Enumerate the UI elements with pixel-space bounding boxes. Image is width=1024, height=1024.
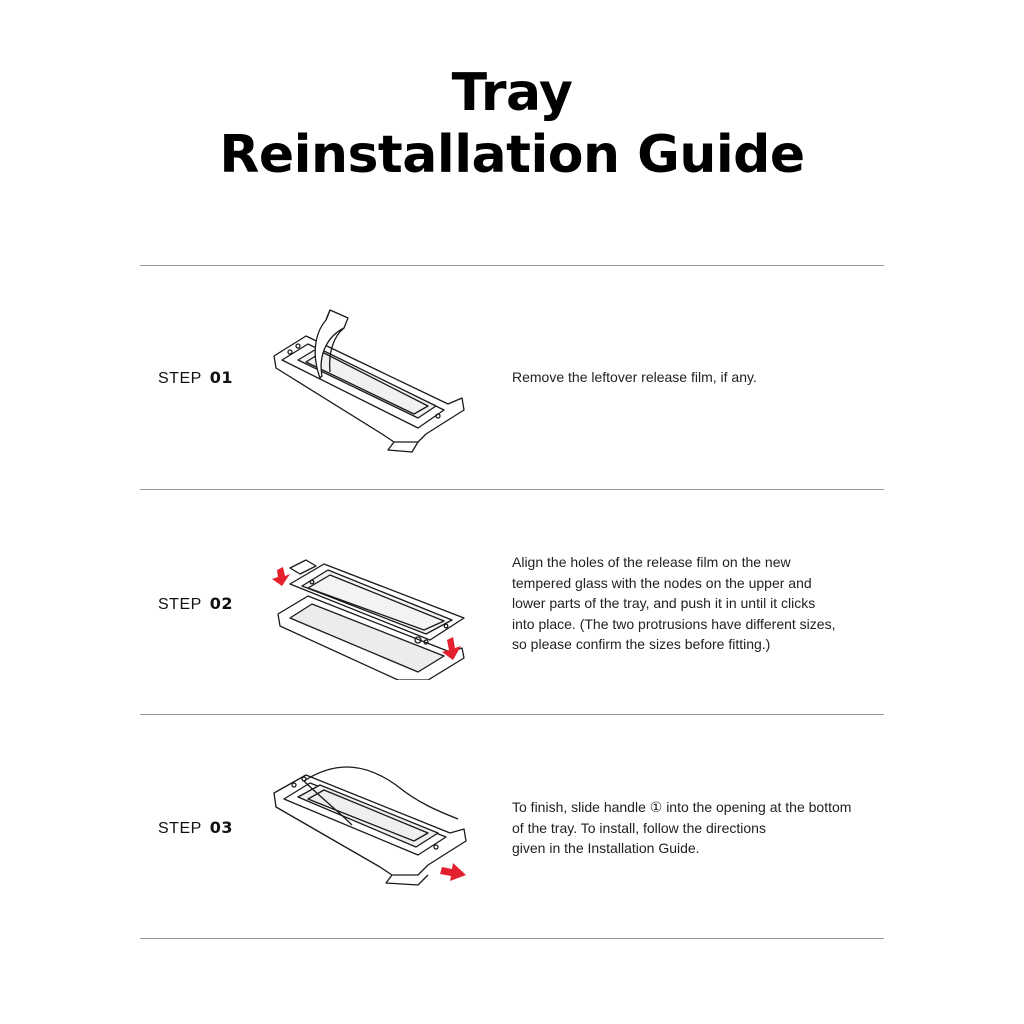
step-number: 02	[209, 594, 234, 613]
step-label	[158, 818, 233, 838]
description-line: of the tray. To install, follow the directions	[512, 819, 766, 836]
description-line: given in the Installation Guide.	[512, 840, 700, 856]
page-title	[0, 62, 1024, 186]
description-line: so please confirm the sizes before fitting.)	[512, 636, 771, 652]
step-description	[512, 797, 872, 859]
step-label	[158, 594, 233, 614]
step-03-row	[140, 715, 884, 939]
description-line: tempered glass with the nodes on the upper and	[512, 574, 812, 591]
step-number: 01	[209, 368, 234, 387]
title-line-1: Tray	[451, 63, 573, 123]
description-line: To finish, slide handle ① into the opening at the bottom	[512, 799, 852, 815]
description-line: lower parts of the tray, and push it in until it clicks	[512, 595, 816, 611]
tray-remove-film-illustration	[268, 306, 478, 456]
tray-align-glass-illustration	[268, 530, 478, 680]
step-description	[512, 367, 872, 388]
title-line-2: Reinstallation Guide	[219, 125, 805, 185]
step-01-row	[140, 266, 884, 490]
step-label	[158, 368, 233, 388]
description-line: Remove the leftover release film, if any.	[512, 369, 757, 385]
step-prefix: STEP	[158, 370, 202, 387]
step-number: 03	[209, 818, 234, 837]
step-prefix: STEP	[158, 820, 202, 837]
step-description	[512, 552, 872, 655]
description-line: Align the holes of the release film on the new	[512, 554, 791, 570]
step-02-row	[140, 490, 884, 714]
step-prefix: STEP	[158, 596, 202, 613]
description-line: into place. (The two protrusions have different sizes,	[512, 615, 836, 632]
tray-slide-handle-illustration	[268, 755, 478, 905]
